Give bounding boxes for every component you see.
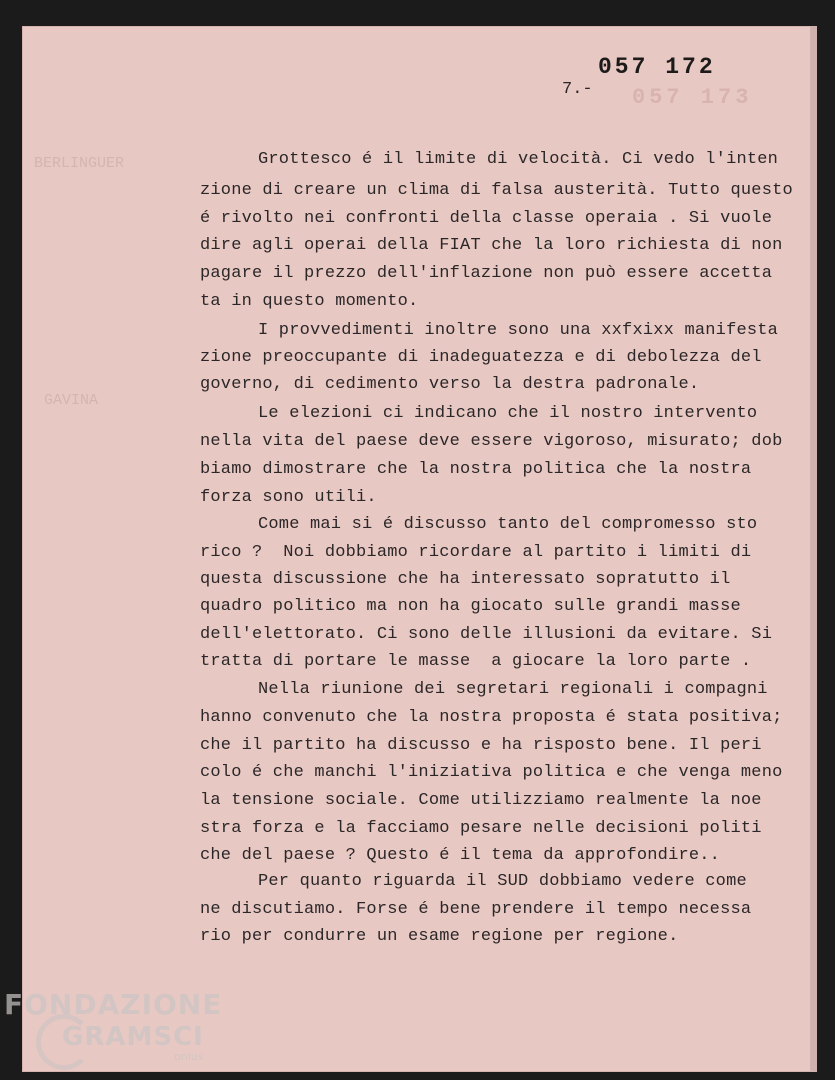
text-line: dire agli operai della FIAT che la loro richiesta di non [200, 236, 783, 255]
text-line: ne discutiamo. Forse é bene prendere il tempo necessa [200, 900, 752, 919]
watermark-line3: onlus [174, 1050, 204, 1063]
text-line: Come mai si é discusso tanto del compromesso sto [258, 515, 758, 534]
margin-note: GAVINA [44, 392, 99, 409]
text-line: nella vita del paese deve essere vigoroso, misurato; dob [200, 432, 783, 451]
text-line: Le elezioni ci indicano che il nostro intervento [258, 404, 758, 423]
text-line: tratta di portare le masse a giocare la loro parte . [200, 652, 752, 671]
text-line: é rivolto nei confronti della classe operaia . Si vuole [200, 209, 773, 228]
text-line: rio per condurre un esame regione per regione. [200, 927, 679, 946]
text-line: che il partito ha discusso e ha risposto bene. Il peri [200, 736, 762, 755]
text-line: colo é che manchi l'iniziativa politica e che venga meno [200, 763, 783, 782]
text-line: governo, di cedimento verso la destra padronale. [200, 375, 700, 394]
text-line: stra forza e la facciamo pesare nelle decisioni politi [200, 819, 762, 838]
document-id: 057 172 [598, 54, 716, 80]
page-number: 7.- [562, 80, 593, 99]
text-line: forza sono utili. [200, 488, 377, 507]
text-line: la tensione sociale. Come utilizziamo realmente la noe [200, 791, 762, 810]
text-line: rico ? Noi dobbiamo ricordare al partito i limiti di [200, 543, 752, 562]
bleed-through-doc-id: 057 173 [632, 85, 753, 110]
margin-note: BERLINGUER [34, 155, 125, 172]
watermark-line2: GRAMSCI [62, 1022, 204, 1052]
text-line: zione preoccupante di inadeguatezza e di debolezza del [200, 348, 762, 367]
text-line: pagare il prezzo dell'inflazione non può essere accetta [200, 264, 773, 283]
text-line: Nella riunione dei segretari regionali i compagni [258, 680, 768, 699]
page-edge [811, 26, 817, 1072]
text-line: che del paese ? Questo é il tema da approfondire.. [200, 846, 721, 865]
text-line: questa discussione che ha interessato sopratutto il [200, 570, 731, 589]
text-line: Per quanto riguarda il SUD dobbiamo vedere come [258, 872, 747, 891]
text-line: ta in questo momento. [200, 292, 419, 311]
text-line: zione di creare un clima di falsa austerità. Tutto questo [200, 181, 793, 200]
text-line: hanno convenuto che la nostra proposta é stata positiva; [200, 708, 783, 727]
text-line: Grottesco é il limite di velocità. Ci vedo l'inten [258, 150, 779, 169]
text-line: biamo dimostrare che la nostra politica che la nostra [200, 460, 752, 479]
text-line: dell'elettorato. Ci sono delle illusioni da evitare. Si [200, 625, 773, 644]
text-line: I provvedimenti inoltre sono una xxfxixx manifesta [258, 321, 779, 340]
watermark-line1: FONDAZIONE [4, 988, 223, 1021]
text-line: quadro politico ma non ha giocato sulle grandi masse [200, 597, 741, 616]
